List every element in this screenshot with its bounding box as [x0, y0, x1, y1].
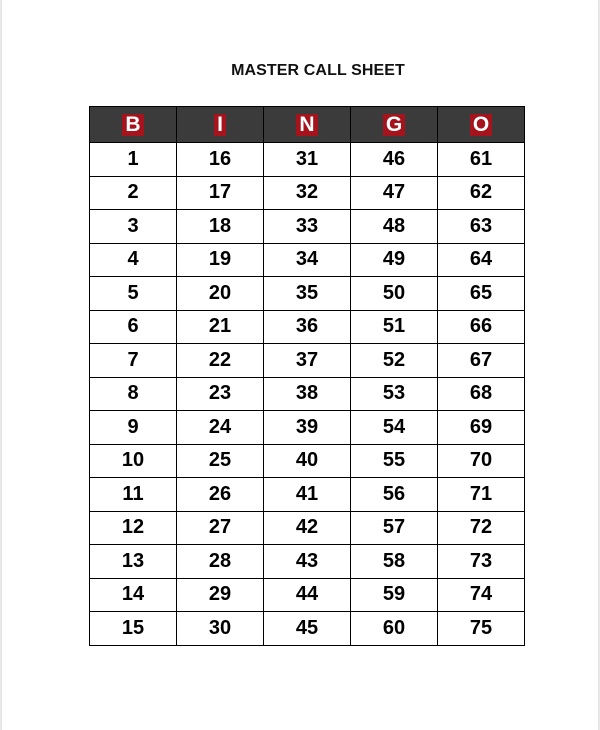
number-cell: 71: [438, 478, 525, 512]
number-cell: 61: [438, 143, 525, 177]
number-cell: 16: [177, 143, 264, 177]
number-cell: 46: [351, 143, 438, 177]
number-cell: 1: [90, 143, 177, 177]
number-cell: 48: [351, 210, 438, 244]
number-cell: 21: [177, 310, 264, 344]
number-cell: 38: [264, 377, 351, 411]
table-row: [90, 444, 525, 478]
number-cell: 20: [177, 277, 264, 311]
number-cell: 52: [351, 344, 438, 378]
table-row: [90, 143, 525, 177]
column-letter: G: [383, 114, 405, 136]
column-letter: O: [470, 114, 492, 136]
number-cell: 55: [351, 444, 438, 478]
table-row: [90, 243, 525, 277]
column-letter: N: [296, 114, 317, 136]
bingo-call-table: [89, 106, 525, 646]
number-cell: 6: [90, 310, 177, 344]
number-cell: 8: [90, 377, 177, 411]
number-cell: 31: [264, 143, 351, 177]
number-cell: 29: [177, 578, 264, 612]
table-body: [90, 143, 525, 646]
table-row: [90, 578, 525, 612]
column-header-b: [90, 107, 177, 143]
number-cell: 54: [351, 411, 438, 445]
header-row: [90, 107, 525, 143]
number-cell: 73: [438, 545, 525, 579]
column-header-n: [264, 107, 351, 143]
number-cell: 14: [90, 578, 177, 612]
number-cell: 36: [264, 310, 351, 344]
number-cell: 56: [351, 478, 438, 512]
number-cell: 65: [438, 277, 525, 311]
number-cell: 39: [264, 411, 351, 445]
number-cell: 30: [177, 612, 264, 646]
number-cell: 42: [264, 511, 351, 545]
number-cell: 62: [438, 176, 525, 210]
column-header-o: [438, 107, 525, 143]
number-cell: 33: [264, 210, 351, 244]
number-cell: 5: [90, 277, 177, 311]
table-row: [90, 310, 525, 344]
number-cell: 57: [351, 511, 438, 545]
page-title: MASTER CALL SHEET: [231, 62, 405, 79]
table-row: [90, 344, 525, 378]
document-page: [2, 0, 598, 730]
table-row: [90, 545, 525, 579]
number-cell: 34: [264, 243, 351, 277]
number-cell: 24: [177, 411, 264, 445]
number-cell: 41: [264, 478, 351, 512]
table-row: [90, 478, 525, 512]
number-cell: 22: [177, 344, 264, 378]
number-cell: 50: [351, 277, 438, 311]
number-cell: 28: [177, 545, 264, 579]
number-cell: 9: [90, 411, 177, 445]
number-cell: 70: [438, 444, 525, 478]
number-cell: 75: [438, 612, 525, 646]
number-cell: 25: [177, 444, 264, 478]
number-cell: 15: [90, 612, 177, 646]
number-cell: 18: [177, 210, 264, 244]
number-cell: 60: [351, 612, 438, 646]
number-cell: 19: [177, 243, 264, 277]
number-cell: 37: [264, 344, 351, 378]
number-cell: 66: [438, 310, 525, 344]
number-cell: 63: [438, 210, 525, 244]
number-cell: 58: [351, 545, 438, 579]
number-cell: 27: [177, 511, 264, 545]
number-cell: 10: [90, 444, 177, 478]
number-cell: 23: [177, 377, 264, 411]
number-cell: 7: [90, 344, 177, 378]
table-row: [90, 411, 525, 445]
number-cell: 69: [438, 411, 525, 445]
column-letter: B: [122, 114, 143, 136]
number-cell: 11: [90, 478, 177, 512]
number-cell: 49: [351, 243, 438, 277]
column-letter: I: [214, 114, 226, 136]
column-header-g: [351, 107, 438, 143]
number-cell: 47: [351, 176, 438, 210]
number-cell: 51: [351, 310, 438, 344]
number-cell: 40: [264, 444, 351, 478]
number-cell: 32: [264, 176, 351, 210]
table-row: [90, 277, 525, 311]
number-cell: 4: [90, 243, 177, 277]
number-cell: 67: [438, 344, 525, 378]
number-cell: 74: [438, 578, 525, 612]
number-cell: 64: [438, 243, 525, 277]
table-row: [90, 176, 525, 210]
number-cell: 59: [351, 578, 438, 612]
number-cell: 44: [264, 578, 351, 612]
table-row: [90, 612, 525, 646]
number-cell: 68: [438, 377, 525, 411]
number-cell: 2: [90, 176, 177, 210]
table-row: [90, 377, 525, 411]
number-cell: 45: [264, 612, 351, 646]
number-cell: 26: [177, 478, 264, 512]
table-row: [90, 210, 525, 244]
number-cell: 43: [264, 545, 351, 579]
number-cell: 12: [90, 511, 177, 545]
number-cell: 13: [90, 545, 177, 579]
number-cell: 72: [438, 511, 525, 545]
table-row: [90, 511, 525, 545]
number-cell: 35: [264, 277, 351, 311]
column-header-i: [177, 107, 264, 143]
number-cell: 17: [177, 176, 264, 210]
number-cell: 53: [351, 377, 438, 411]
number-cell: 3: [90, 210, 177, 244]
